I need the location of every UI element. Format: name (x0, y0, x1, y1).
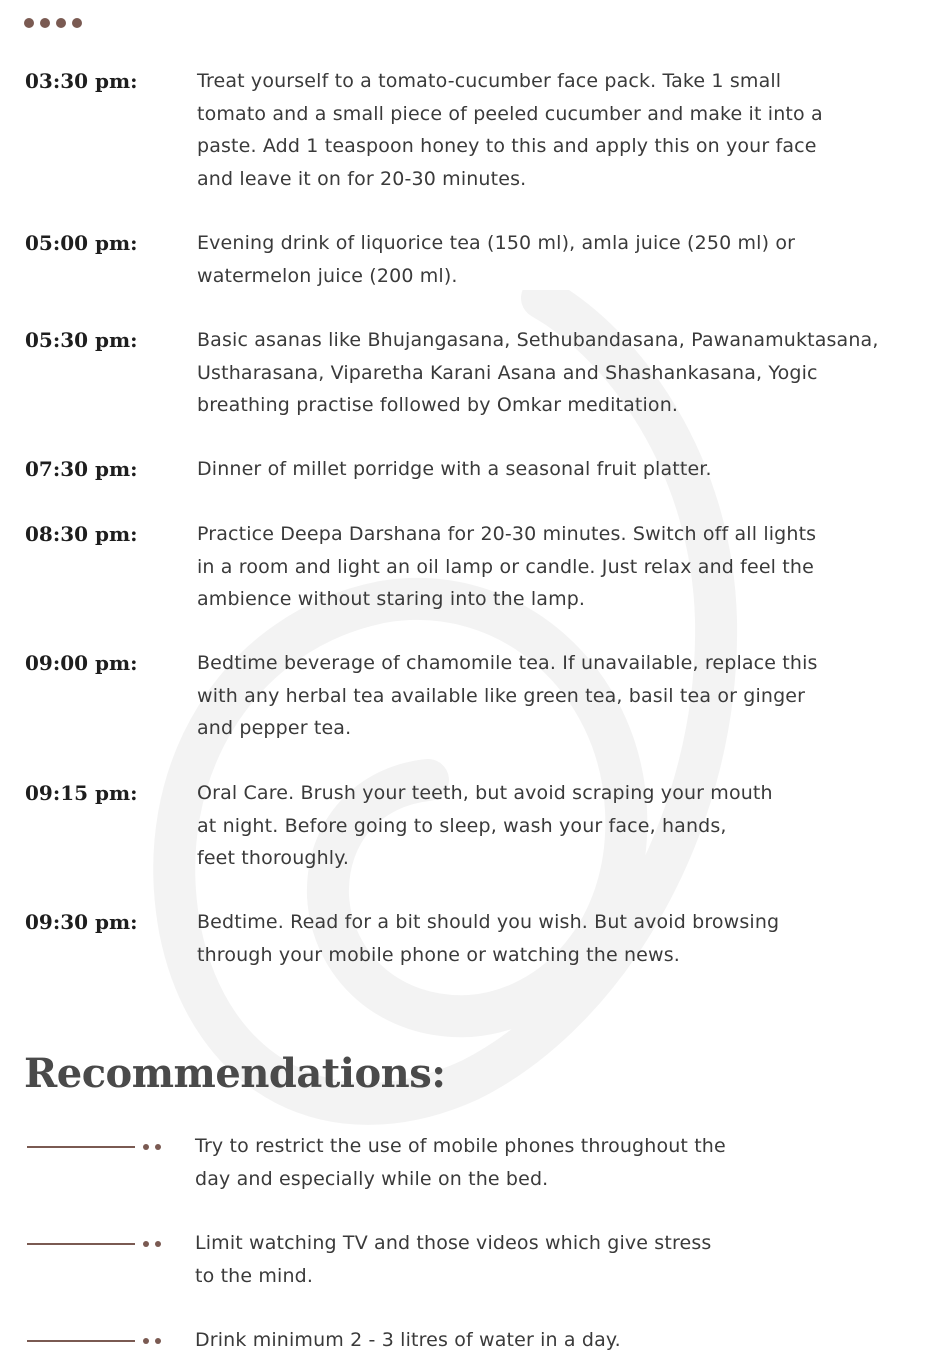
recommendation-line: day and especially while on the bed. (195, 1167, 549, 1190)
schedule-time: 05:30 pm: (25, 328, 138, 352)
description-line: feet thoroughly. (197, 847, 350, 869)
recommendation-line: to the mind. (195, 1264, 314, 1287)
recommendation-line: Drink minimum 2 - 3 litres of water in a day. (195, 1329, 621, 1351)
description-line: through your mobile phone or watching the news. (197, 943, 680, 966)
schedule-time: 09:00 pm: (25, 651, 138, 675)
schedule-time: 03:30 pm: (25, 69, 138, 93)
description-line: breathing practise followed by Omkar meditation. (197, 394, 679, 416)
schedule-description (197, 518, 932, 616)
decoration-dot (24, 18, 34, 28)
schedule-description (197, 777, 932, 875)
line-dot-bullet-icon (27, 1241, 167, 1247)
schedule-description (197, 227, 932, 292)
schedule-time: 07:30 pm: (25, 457, 138, 481)
dots-decoration-icon (24, 18, 82, 28)
decoration-dot (40, 18, 50, 28)
recommendations-heading: Recommendations: (24, 1050, 446, 1097)
schedule-description (197, 65, 932, 195)
schedule-time: 08:30 pm: (25, 522, 138, 546)
schedule-description (197, 906, 932, 971)
description-line: Ustharasana, Viparetha Karani Asana and Shashankasana, Yogic (197, 361, 818, 384)
description-line: and pepper tea. (197, 717, 352, 739)
decoration-dot (72, 18, 82, 28)
description-line: Evening drink of liquorice tea (150 ml), amla juice (250 ml) or (197, 232, 796, 254)
description-line: Practice Deepa Darshana for 20-30 minutes. Switch off all lights (197, 523, 817, 545)
description-line: Bedtime beverage of chamomile tea. If unavailable, replace this (197, 652, 818, 674)
line-dot-bullet-icon (27, 1338, 167, 1344)
schedule-time: 05:00 pm: (25, 231, 138, 255)
recommendation-text (195, 1227, 935, 1292)
description-line: tomato and a small piece of peeled cucumber and make it into a (197, 102, 823, 125)
schedule-time: 09:30 pm: (25, 910, 138, 934)
description-line: Oral Care. Brush your teeth, but avoid scraping your mouth (197, 782, 773, 804)
recommendation-text (195, 1130, 935, 1195)
recommendation-line: Limit watching TV and those videos which give stress (195, 1232, 712, 1254)
schedule-description (197, 647, 932, 745)
recommendation-text (195, 1324, 935, 1357)
description-line: at night. Before going to sleep, wash your face, hands, (197, 814, 727, 837)
line-dot-bullet-icon (27, 1144, 167, 1150)
description-line: with any herbal tea available like green tea, basil tea or ginger (197, 684, 806, 707)
description-line: ambience without staring into the lamp. (197, 588, 586, 610)
decoration-dot (56, 18, 66, 28)
description-line: Dinner of millet porridge with a seasonal fruit platter. (197, 458, 712, 480)
description-line: Basic asanas like Bhujangasana, Sethubandasana, Pawanamuktasana, (197, 329, 879, 351)
description-line: Treat yourself to a tomato-cucumber face pack. Take 1 small (197, 70, 782, 92)
description-line: watermelon juice (200 ml). (197, 264, 458, 287)
description-line: and leave it on for 20-30 minutes. (197, 167, 527, 190)
description-line: Bedtime. Read for a bit should you wish. But avoid browsing (197, 911, 780, 933)
description-line: in a room and light an oil lamp or candle. Just relax and feel the (197, 555, 814, 578)
schedule-description (197, 453, 932, 486)
schedule-time: 09:15 pm: (25, 781, 138, 805)
schedule-description (197, 324, 932, 422)
recommendation-line: Try to restrict the use of mobile phones throughout the (195, 1135, 726, 1157)
description-line: paste. Add 1 teaspoon honey to this and apply this on your face (197, 135, 817, 157)
